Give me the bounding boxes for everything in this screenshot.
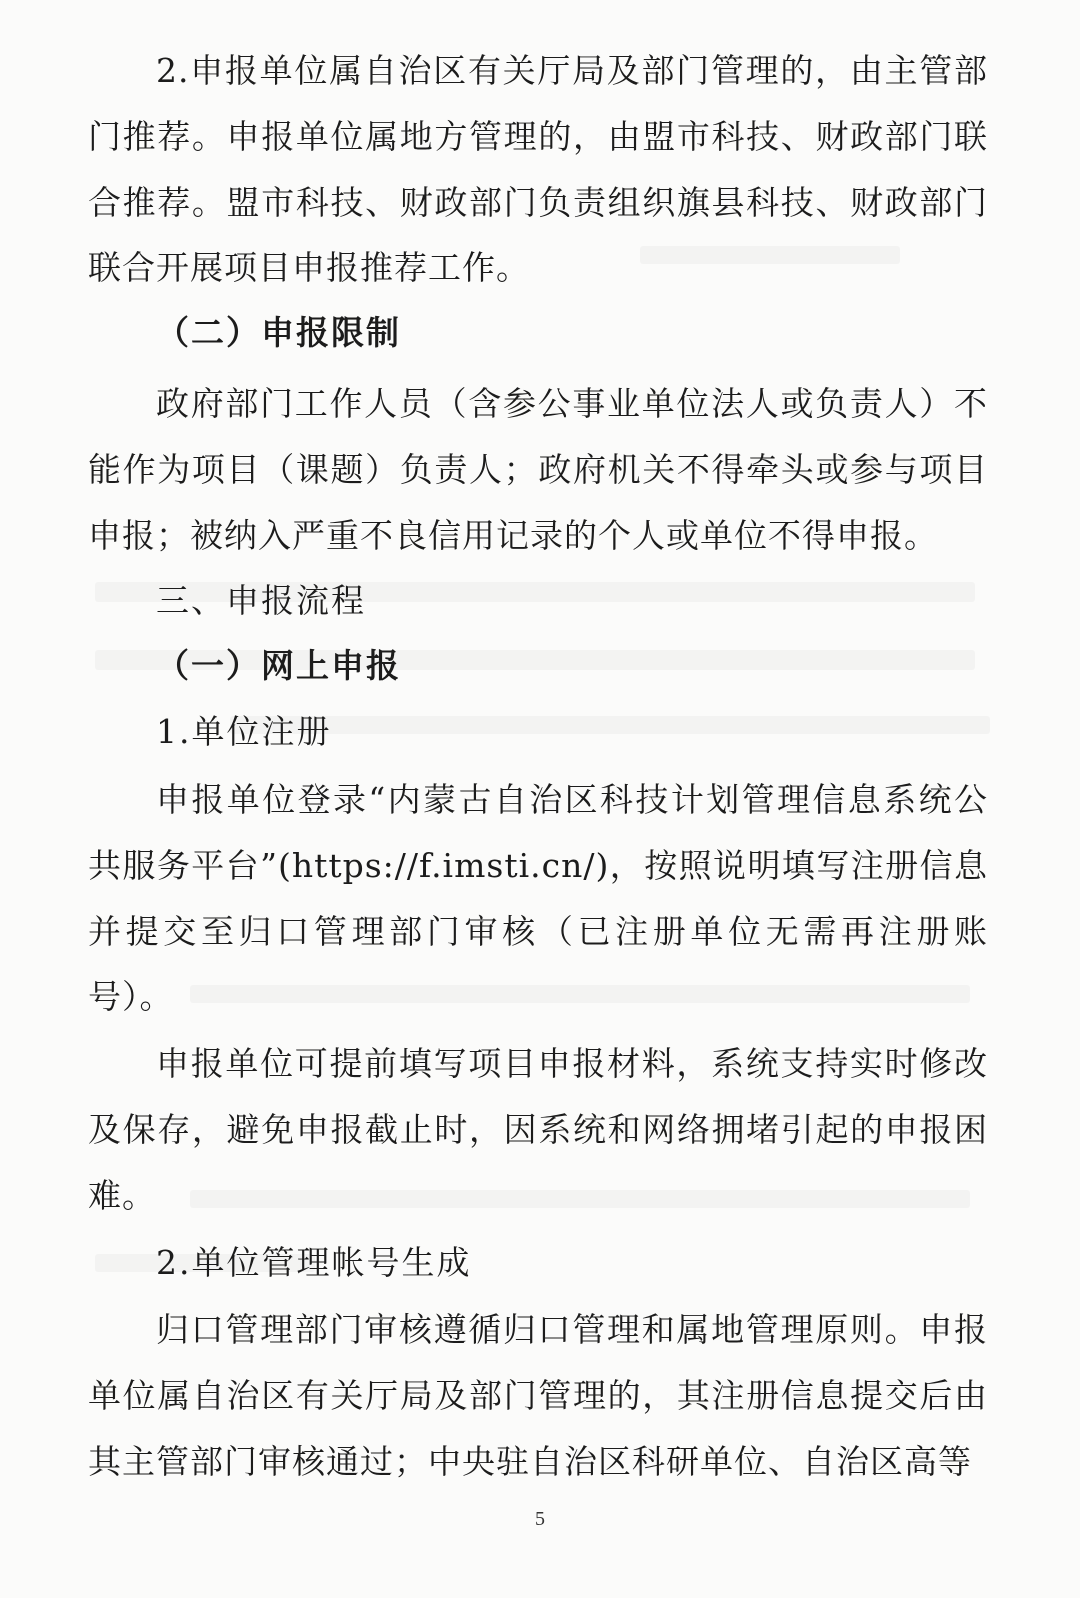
heading-online-application: （一）网上申报	[156, 646, 401, 685]
paragraph-prefill: 申报单位可提前填写项目申报材料，系统支持实时修改及保存，避免申报截止时，因系统和网络拥堵引起的申报困难。	[88, 1044, 988, 1215]
paragraph-review-principles: 归口管理部门审核遵循归口管理和属地管理原则。申报单位属自治区有关厅局及部门管理的，其注册信息提交后由其主管部门审核通过；中央驻自治区科研单位、自治区高等	[88, 1310, 988, 1481]
heading-unit-registration: 1.单位注册	[156, 712, 332, 751]
paragraph-restrictions: 政府部门工作人员（含参公事业单位法人或负责人）不能作为项目（课题）负责人；政府机关不得牵头或参与项目申报；被纳入严重不良信用记录的个人或单位不得申报。	[88, 384, 988, 555]
heading-account-generation: 2.单位管理帐号生成	[156, 1243, 472, 1282]
paragraph-recommendation: 2.申报单位属自治区有关厅局及部门管理的，由主管部门推荐。申报单位属地方管理的，由盟市科技、财政部门联合推荐。盟市科技、财政部门负责组织旗县科技、财政部门联合开展项目申报推荐工作。	[88, 51, 988, 288]
heading-application-restrictions: （二）申报限制	[156, 313, 401, 352]
heading-application-process: 三、申报流程	[156, 581, 366, 620]
paragraph-registration: 申报单位登录“内蒙古自治区科技计划管理信息系统公共服务平台”(https://f.imsti.cn/)，按照说明填写注册信息并提交至归口管理部门审核（已注册单位无需再注册账号）。	[88, 780, 988, 1017]
page-number: 5	[535, 1508, 545, 1530]
bleed-through-mark	[230, 716, 990, 734]
